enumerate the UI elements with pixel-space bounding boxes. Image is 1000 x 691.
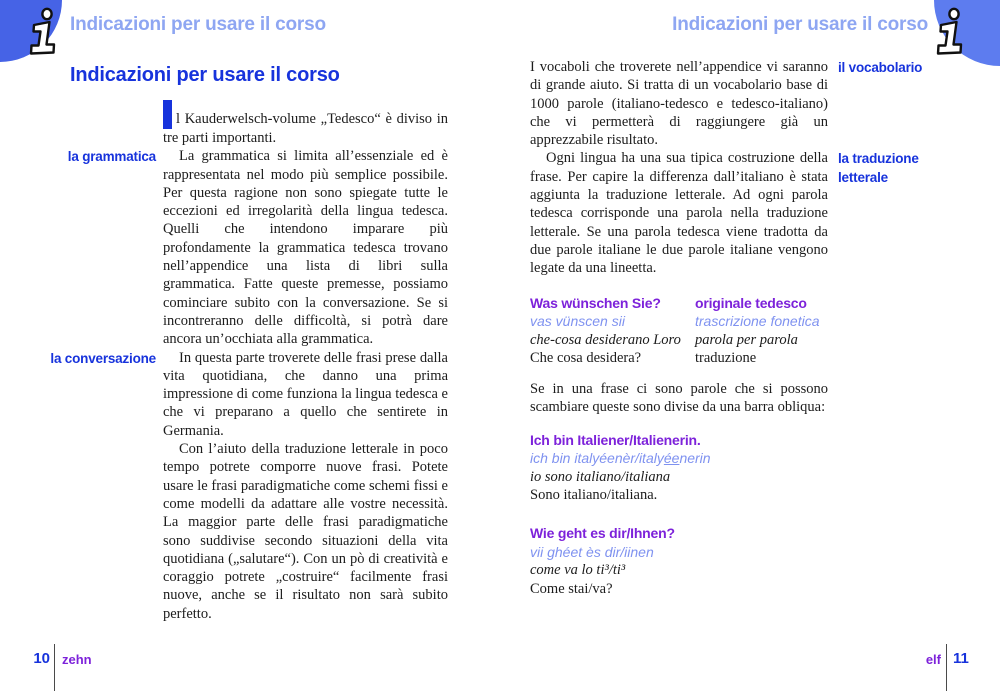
footer-divider [54, 644, 55, 691]
legend-translation-example: Che cosa desidera? [530, 349, 642, 366]
right-page-body [530, 58, 923, 598]
body-paragraph: Ogni lingua ha una sua tipica costruzione della frase. Per capire la differenza dall’italiano è stata aggiunta la traduzione letterale. Ad ogni parola tedesca corrisponde una parola nella traduzione letterale. Se una parola tedesca viene tradotta da due parole italiane le due parole italiane vengono legate da una lineetta. [530, 150, 828, 277]
legend-table [530, 294, 828, 368]
page-number-right: 11 [953, 650, 969, 667]
page-word-left: zehn [62, 652, 92, 667]
margin-label-vocabolario: il vocabolario [838, 60, 923, 75]
legend-literal-example: che-cosa desiderano Loro [530, 331, 681, 348]
info-icon [25, 6, 63, 60]
legend-german-example: Was wünschen Sie? [530, 294, 661, 311]
legend-phonetic-caption: trascrizione fonetica [695, 313, 820, 330]
body-paragraph: La grammatica si limita all’essenziale ed è rappresentata nel modo più semplice possibile. Per questa ragione non sono spiegate tutte le eccezioni ed irregolarità della lingua tedesca. Quelli che intendono imparare più profondamente la grammatica tedesca trovano nell’appendice una lista di libri sulla grammatica. Fatte queste premesse, possiamo cominciare subito con la conversazione. Se si incontreranno delle difficoltà, si potrà dare ancora un’occhiata alla grammatica. [163, 148, 448, 348]
example-translation-line: Sono italiano/italiana. [530, 487, 658, 504]
example-literal-line: come va lo ti³/ti³ [530, 562, 626, 579]
body-paragraph: Con l’aiuto della traduzione letterale in poco tempo potrete comporre nuove frasi. Potete usare le frasi paradigmatiche come schemi fissi e come modelli da adattare alle vostre necessità. La maggior parte delle frasi paradigmatiche sono suddivise secondo situazioni della vita quotidiana („salutare“). Con un pò di creatività e coraggio potrete „costruire“ facilmente frasi nuove, anche se il risultato non sarà subito perfetto. [163, 441, 448, 622]
page-word-right: elf [925, 652, 941, 667]
legend-german-caption: originale tedesco [695, 294, 807, 311]
page-title: Indicazioni per usare il corso [70, 64, 340, 86]
example-block [530, 431, 830, 505]
example-phonetic-line: ich bin italyéenèr/italyéenerin [530, 450, 711, 467]
page-number-left: 10 [33, 650, 50, 667]
running-head-right: Indicazioni per usare il corso [672, 14, 928, 35]
legend-phonetic-example: vas vünscen sii [530, 313, 625, 330]
example-german-line: Ich bin Italiener/Italienerin. [530, 431, 701, 448]
running-head-left: Indicazioni per usare il corso [70, 14, 326, 35]
paragraph-row [530, 58, 923, 149]
note-paragraph: Se in una frase ci sono parole che si possono scambiare queste sono divise da una barra obliqua: [530, 381, 828, 416]
paragraph-row [30, 100, 455, 147]
body-paragraph: I vocaboli che troverete nell’appendice vi saranno di grande aiuto. Si tratta di un vocabolario base di 1000 parole (italiano-tedesco e tedesco-italiano) che vi permetterà di raggiungere già un apprezzabile risultato. [530, 59, 828, 149]
margin-label-conversazione: la conversazione [50, 350, 156, 366]
left-page-body [30, 100, 455, 623]
paragraph-row [30, 147, 455, 348]
example-literal-line: io sono italiano/italiana [530, 468, 671, 485]
info-icon [932, 6, 970, 60]
example-translation-line: Come stai/va? [530, 580, 613, 597]
drop-cap [163, 100, 172, 129]
example-german-line: Wie geht es dir/Ihnen? [530, 525, 675, 542]
paragraph-row [30, 440, 455, 623]
stressed-syllable: ée [663, 450, 680, 467]
margin-label-grammatica: la grammatica [67, 149, 156, 165]
body-paragraph [163, 100, 448, 147]
example-block [530, 524, 830, 598]
legend-translation-caption: traduzione [695, 349, 757, 366]
example-phonetic-line: vii ghéet ès dir/iinen [530, 543, 654, 560]
body-paragraph: In questa parte troverete delle frasi prese dalla vita quotidiana, che danno una prima impressione di come funziona la lingua tedesca e che vi preparano a quello che sentirete in Germania. [163, 349, 448, 439]
legend-literal-caption: parola per parola [695, 331, 798, 348]
paragraph-row [530, 149, 919, 277]
footer-divider [946, 644, 947, 691]
margin-label-traduzione: la traduzione letterale [838, 151, 919, 185]
paragraph-row [30, 349, 455, 440]
paragraph-text: l Kauderwelsch-volume „Tedesco“ è diviso in tre parti importanti. [163, 111, 448, 146]
